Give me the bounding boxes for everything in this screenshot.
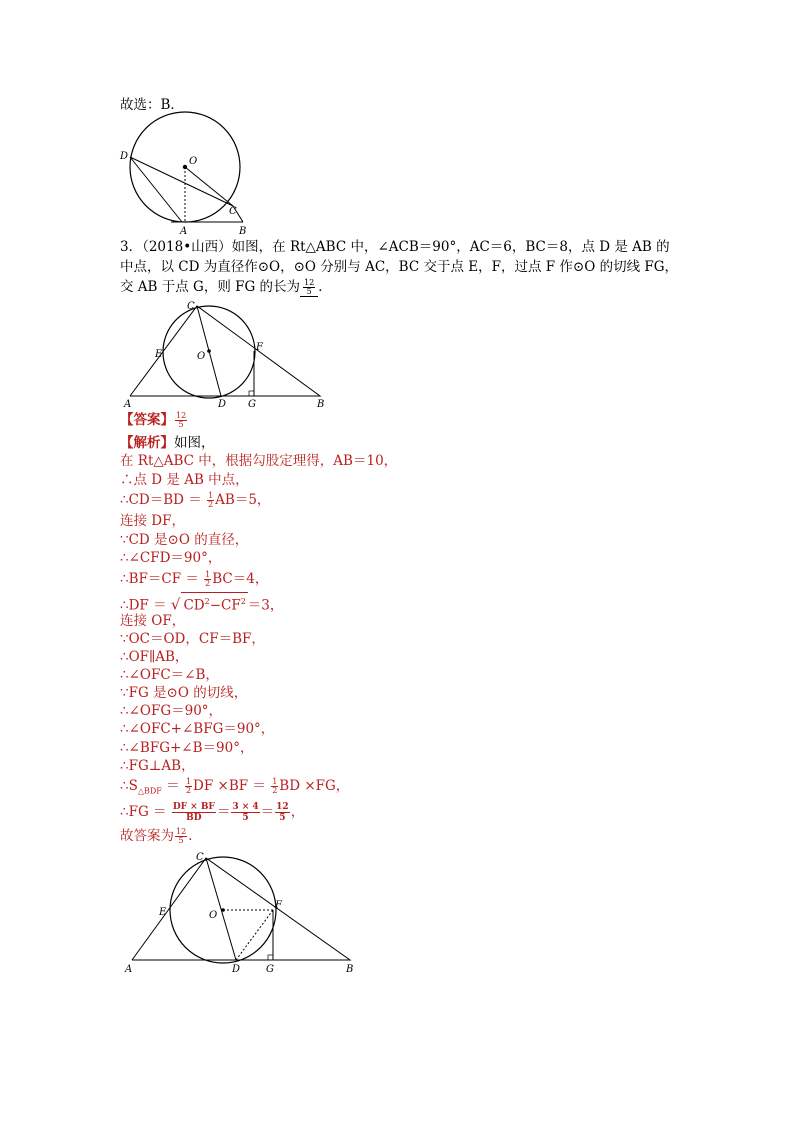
answer-label: 【答案】 <box>120 412 174 428</box>
l19-fraction-3 <box>275 802 290 823</box>
solution-line-7 <box>120 570 268 588</box>
solution-line-17: ∴FG⊥AB， <box>120 758 195 774</box>
l18-mid2: DF ×BF ＝ <box>193 778 271 794</box>
solution-line-9: 连接 OF， <box>120 613 186 629</box>
fig3-center-dot <box>221 908 225 912</box>
answer-numerator: 12 <box>176 411 187 420</box>
solution-line-3 <box>120 491 270 509</box>
solution-line-18 <box>120 777 349 801</box>
fig2-label-C: C <box>187 301 195 312</box>
fig1-label-D: D <box>120 151 129 162</box>
fig2-right-angle-G <box>249 391 254 396</box>
l18-den: 2 <box>185 786 192 795</box>
l18-den2: 2 <box>272 786 278 795</box>
l7-pre: ∴BF＝CF ＝ <box>120 571 204 587</box>
fig1-label-B: B <box>239 226 247 237</box>
fig3-label-A: A <box>125 964 133 975</box>
fig2-center-dot <box>207 349 211 353</box>
solution-line-13: ∵FG 是⊙O 的切线， <box>120 685 248 701</box>
previous-answer: 故选：B． <box>120 97 184 113</box>
solution-line-1: 在 Rt△ABC 中，根据勾股定理得，AB＝10， <box>120 453 398 469</box>
rad-cd: CD <box>183 597 205 614</box>
analysis-heading <box>120 434 215 452</box>
solution-line-11: ∴OF∥AB， <box>120 649 189 665</box>
fig3-right-angle-G <box>268 955 273 960</box>
l19-f1-num: DF × BF <box>172 802 215 812</box>
fig1-label-O: O <box>189 156 198 167</box>
figure-2-triangle-circle <box>120 300 335 412</box>
rad-exp-1: 2 <box>204 597 210 606</box>
l20-den: 5 <box>178 836 184 845</box>
blank-numerator: 12 <box>304 278 315 287</box>
fig3-label-G: G <box>266 964 274 975</box>
problem-number: 3． <box>120 239 143 255</box>
fig1-center-dot <box>183 165 187 169</box>
fig2-label-A: A <box>124 399 132 410</box>
fig3-line-CD <box>206 858 236 960</box>
fig2-label-F: F <box>256 342 263 353</box>
l20-fraction <box>175 828 187 845</box>
sqrt-radicand <box>181 592 247 615</box>
solution-line-15: ∴∠OFC+∠BFG＝90°， <box>120 721 275 737</box>
solution-line-5: ∵CD 是⊙O 的直径， <box>120 532 249 548</box>
l19-pre: ∴FG ＝ <box>120 804 171 820</box>
fig1-line-DA <box>130 157 182 222</box>
l18-num2: 1 <box>272 777 278 786</box>
fig2-label-E: E <box>155 349 163 360</box>
l18-mid1: ＝ <box>161 778 184 794</box>
l19-f2-den: 5 <box>242 813 249 823</box>
l8-post: ＝3， <box>247 597 284 614</box>
l19-f2-num: 3 × 4 <box>232 802 259 812</box>
problem-text-1: 如图，在 Rt△ABC 中，∠ACB＝90°，AC＝6，BC＝8，点 D 是 AB 的 <box>231 239 670 255</box>
l3-num: 1 <box>208 491 214 500</box>
blank-denominator: 5 <box>306 287 312 296</box>
l19-eq1: ＝ <box>216 804 231 820</box>
l19-fraction-2 <box>231 802 259 823</box>
solution-line-10: ∵OC＝OD，CF＝BF， <box>120 631 265 647</box>
l19-fraction-1 <box>172 802 216 823</box>
answer-blank <box>300 278 318 297</box>
problem-line-3 <box>120 278 332 297</box>
l19-f1-den: BD <box>186 813 202 823</box>
l20-num: 12 <box>176 827 187 836</box>
l20-post: ． <box>188 828 202 844</box>
analysis-label: 【解析】 <box>120 435 174 451</box>
l3-post: AB＝5， <box>215 492 271 508</box>
answer-fraction <box>175 412 187 429</box>
fig2-label-O: O <box>197 351 206 362</box>
rad-cf: −CF <box>209 597 241 614</box>
l18-num: 1 <box>185 777 192 786</box>
fig3-label-C: C <box>196 852 204 863</box>
l20-pre: 故答案为 <box>120 828 174 844</box>
problem-line-2: 中点，以 CD 为直径作⊙O，⊙O 分别与 AC，BC 交于点 E，F，过点 F 作⊙O 的切线 FG， <box>120 259 679 275</box>
l3-pre: ∴CD＝BD ＝ <box>120 492 207 508</box>
fig2-label-B: B <box>317 399 325 410</box>
l18-post: BD ×FG， <box>279 778 350 794</box>
problem-text-3: 交 AB 于点 G，则 FG 的长为 <box>120 279 301 295</box>
l18-pre: ∴S <box>120 778 138 794</box>
fig3-label-D: D <box>232 964 241 975</box>
fig3-label-F: F <box>275 900 282 911</box>
fig3-label-B: B <box>346 964 354 975</box>
solution-line-12: ∴∠OFC＝∠B， <box>120 667 219 683</box>
solution-line-19 <box>120 802 304 823</box>
solution-line-14: ∴∠OFG＝90°， <box>120 703 223 719</box>
problem-source: （2018•山西） <box>142 239 232 255</box>
fig1-label-A: A <box>180 226 188 237</box>
fig2-label-D: D <box>218 399 227 410</box>
fig1-label-C: C <box>229 206 237 217</box>
figure-3-solution-diagram <box>120 848 365 978</box>
l3-den: 2 <box>208 500 214 509</box>
l18-sub: △BDF <box>137 786 162 796</box>
l8-pre: ∴DF ＝ <box>120 597 171 614</box>
l19-f3-den: 5 <box>279 813 286 823</box>
l7-fraction <box>204 571 211 588</box>
l7-num: 1 <box>205 570 211 579</box>
analysis-label-tail: 如图， <box>174 435 215 451</box>
l18-fraction-2 <box>271 778 278 795</box>
l3-fraction <box>207 492 214 509</box>
problem-text-3-end: ． <box>318 279 332 295</box>
l18-fraction-1 <box>185 778 192 795</box>
answer-line <box>120 411 188 429</box>
rad-exp-2: 2 <box>240 597 246 606</box>
solution-line-2: ∴点 D 是 AB 中点， <box>120 472 249 488</box>
solution-line-16: ∴∠BFG+∠B＝90°， <box>120 740 254 756</box>
solution-line-6: ∴∠CFD＝90°， <box>120 550 222 566</box>
sqrt-sign-icon: √ <box>170 595 181 614</box>
answer-denominator: 5 <box>178 420 184 429</box>
fig1-line-DC <box>130 157 233 206</box>
solution-line-20 <box>120 827 202 845</box>
fig3-label-E: E <box>159 907 167 918</box>
fig3-label-O: O <box>209 910 218 921</box>
problem-line-1 <box>120 238 670 256</box>
l19-post: ， <box>290 804 305 820</box>
l19-f3-num: 12 <box>276 802 289 812</box>
figure-1-circle-tangent <box>115 110 255 240</box>
l19-eq2: ＝ <box>260 804 275 820</box>
l7-post: BC＝4， <box>212 571 269 587</box>
fig2-label-G: G <box>248 399 256 410</box>
blank-fraction <box>303 279 315 296</box>
l7-den: 2 <box>205 579 211 588</box>
solution-line-4: 连接 DF， <box>120 513 185 529</box>
